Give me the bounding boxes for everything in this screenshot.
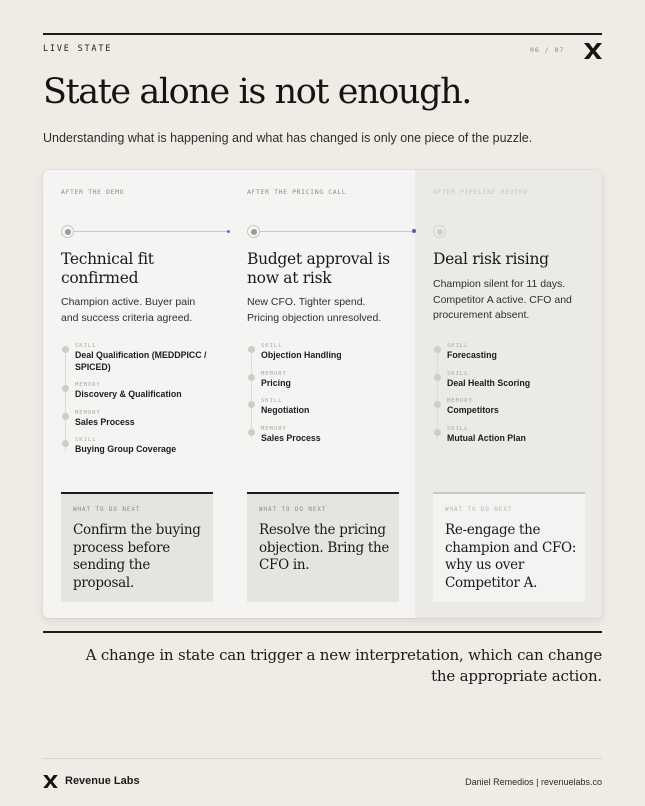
list-item — [247, 343, 412, 362]
list-item — [247, 426, 412, 445]
bottom-rule — [43, 631, 602, 633]
item-name: Mutual Action Plan — [447, 432, 526, 443]
item-type: SKILL — [75, 437, 97, 443]
next-action-text: Resolve the pricing objection. Bring the CFO in. — [259, 522, 390, 573]
column-title: Budget approval is now at risk — [247, 250, 390, 287]
item-type: SKILL — [447, 425, 469, 432]
list-item — [61, 343, 226, 373]
column-title: Technical fit confirmed — [61, 250, 154, 287]
column-description: Champion active. Buyer pain and success criteria agreed. — [61, 296, 196, 324]
column-heading: AFTER THE PRICING CALL — [247, 188, 347, 196]
column-after-pipeline-review — [433, 170, 598, 618]
footer-credit: Daniel Remedios | revenuelabs.co — [465, 777, 602, 787]
page-subtitle: Understanding what is happening and what has changed is only one piece of the puzzle. — [43, 131, 533, 145]
item-type: MEMORY — [75, 409, 101, 416]
next-action-label: WHAT TO DO NEXT — [259, 507, 327, 513]
skill-memory-list — [61, 343, 226, 465]
list-item — [61, 437, 226, 456]
state-timeline-card — [43, 170, 602, 618]
revenue-labs-logo-icon — [584, 43, 602, 59]
next-action-box — [247, 492, 399, 602]
timeline-node — [247, 225, 260, 238]
next-action-box — [61, 492, 213, 602]
item-type: MEMORY — [261, 370, 287, 377]
column-after-demo — [61, 170, 231, 618]
item-name: Sales Process — [261, 432, 321, 443]
list-item — [247, 398, 412, 417]
revenue-labs-logo-icon — [43, 775, 58, 788]
item-type: SKILL — [261, 398, 283, 404]
item-name: Sales Process — [75, 416, 135, 427]
item-name: Objection Handling — [261, 350, 342, 360]
item-type: SKILL — [447, 343, 469, 349]
column-after-pricing-call — [247, 170, 417, 618]
item-type: MEMORY — [447, 398, 473, 404]
item-type: SKILL — [261, 343, 283, 349]
column-heading: AFTER THE DEMO — [61, 188, 125, 196]
next-action-label: WHAT TO DO NEXT — [73, 507, 141, 513]
list-item — [433, 343, 598, 362]
list-item — [433, 371, 598, 390]
section-label: LIVE STATE — [43, 44, 113, 54]
list-item — [247, 371, 412, 390]
skill-memory-list — [433, 343, 598, 453]
footer-brand: Revenue Labs — [65, 775, 140, 787]
footer-divider — [43, 758, 602, 759]
item-name: Pricing — [261, 377, 291, 388]
list-item — [433, 426, 598, 445]
next-action-label: WHAT TO DO NEXT — [445, 507, 513, 513]
timeline-node — [433, 225, 446, 238]
next-action-text: Confirm the buying process before sending the proposal. — [73, 522, 201, 591]
column-title: Deal risk rising — [433, 250, 549, 268]
item-name: Deal Health Scoring — [447, 377, 531, 388]
column-heading: AFTER PIPELINE REVIEW — [433, 188, 528, 196]
item-name: Buying Group Coverage — [75, 444, 177, 454]
item-type: SKILL — [75, 343, 97, 349]
top-rule — [43, 33, 602, 35]
skill-memory-list — [247, 343, 412, 453]
list-item — [61, 410, 226, 429]
item-type: SKILL — [447, 370, 469, 377]
page-title: State alone is not enough. — [43, 72, 471, 112]
list-item — [61, 382, 226, 401]
next-action-text: Re-engage the champion and CFO: why us over Competitor A. — [445, 522, 577, 591]
timeline-node — [61, 225, 74, 238]
item-name: Negotiation — [261, 405, 310, 415]
page-indicator: 06 / 07 — [530, 46, 565, 54]
item-type: MEMORY — [75, 382, 101, 388]
closing-quote: A change in state can trigger a new interpretation, which can change the appropriate action. — [85, 646, 602, 685]
item-name: Competitors — [447, 405, 499, 415]
column-description: Champion silent for 11 days. Competitor A active. CFO and procurement absent. — [433, 278, 572, 321]
item-type: MEMORY — [261, 425, 287, 432]
item-name: Forecasting — [447, 350, 497, 360]
item-name: Deal Qualification (MEDDPICC / SPICED) — [75, 350, 207, 372]
list-item — [433, 398, 598, 417]
next-action-box — [433, 492, 585, 602]
column-description: New CFO. Tighter spend. Pricing objection unresolved. — [247, 296, 382, 324]
item-name: Discovery & Qualification — [75, 389, 182, 399]
